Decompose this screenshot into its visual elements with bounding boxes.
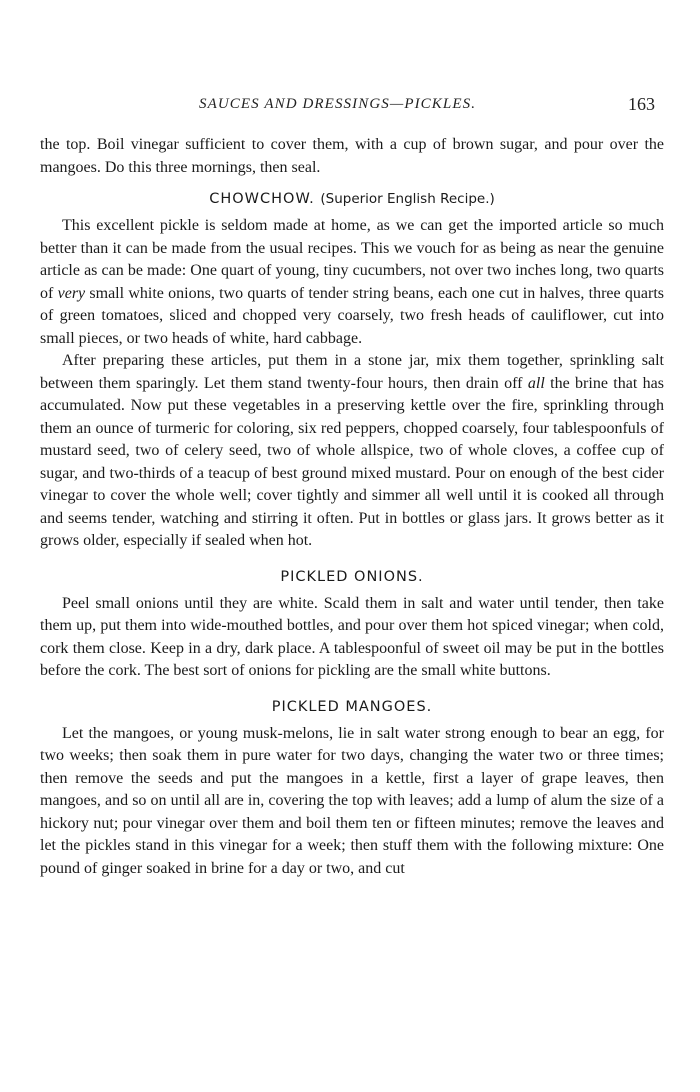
body-text: [40, 134, 664, 880]
running-title: SAUCES AND DRESSINGS—PICKLES.: [199, 96, 477, 112]
chowchow-paragraph-2: [40, 350, 664, 553]
heading-title: PICKLED MANGOES.: [271, 698, 433, 715]
continuation-paragraph: the top. Boil vinegar sufficient to cover them, with a cup of brown sugar, and pour over the mangoes. Do this three mornings, then seal.: [40, 136, 664, 176]
text-run: small white onions, two quarts of tender string beans, each one cut in halves, three quarts of green tomatoes, sliced and chopped very coarsely, two fresh heads of cauliflower, cut into small pieces, or two heads of white, hard cabbage.: [40, 284, 665, 347]
heading-subtitle: (Superior English Recipe.): [320, 191, 495, 207]
text-run: the brine that has accumulated. Now put these vegetables in a preserving kettle over the fire, sprinkling through them an ounce of turmeric for coloring, six red peppers, chopped coarsely, four tablespoonfuls of mustard seed, two of celery seed, two of whole allspice, two of whole cloves, a coffee cup of sugar, and two-thirds of a teacup of best ground mixed mustard. Pour on enough of the best cider vinegar to cover the whole well; cover tightly and simmer all well until it is cooked all through and seems tender, watching and stirring it often. Put in bottles or glass jars. It grows better as it grows older, especially if sealed when hot.: [40, 374, 664, 549]
heading-title: PICKLED ONIONS.: [280, 568, 424, 585]
text-run: After preparing these articles, put them in a stone jar, mix them together, sprinkling salt between them sparingly. Let them stand twenty-four hours, then drain off: [40, 352, 664, 392]
section-heading-pickled-onions: [40, 565, 664, 589]
heading-title: CHOWCHOW.: [209, 191, 315, 207]
page-number: 163: [628, 94, 655, 114]
emphasis: all: [527, 374, 545, 392]
section-heading-pickled-mangoes: [40, 695, 664, 719]
emphasis: very: [57, 284, 86, 302]
running-head: [0, 96, 700, 120]
pickled-onions-paragraph: Peel small onions until they are white. Scald them in salt and water until tender, then take them up, put them into wide-mouthed bottles, and pour over them hot spiced vinegar; when cold, cork them close. Keep in a dry, dark place. A tablespoonful of sweet oil may be put in the bottles before the cork. The best sort of onions for pickling are the small white buttons.: [40, 594, 664, 679]
text-run: This excellent pickle is seldom made at home, as we can get the imported article so much better than it can be made from the usual recipes. This we vouch for as being as near the genuine article as can be made: One quart of young, tiny cucumbers, not over two inches long, two quarts of: [40, 217, 664, 302]
chowchow-paragraph-1: [40, 215, 664, 350]
pickled-mangoes-paragraph: Let the mangoes, or young musk-melons, lie in salt water strong enough to bear an egg, for two weeks; then soak them in pure water for two days, changing the water two or three times; then remove the seeds and put the mangoes in a kettle, first a layer of grape leaves, then mangoes, and so on until all are in, covering the top with leaves; add a lump of alum the size of a hickory nut; pour vinegar over them and boil them ten or fifteen minutes; remove the leaves and let the pickles stand in this vinegar for a week; then stuff them with the following mixture: One pound of ginger soaked in brine for a day or two, and cut: [40, 724, 664, 877]
section-heading-chowchow: [40, 187, 664, 211]
